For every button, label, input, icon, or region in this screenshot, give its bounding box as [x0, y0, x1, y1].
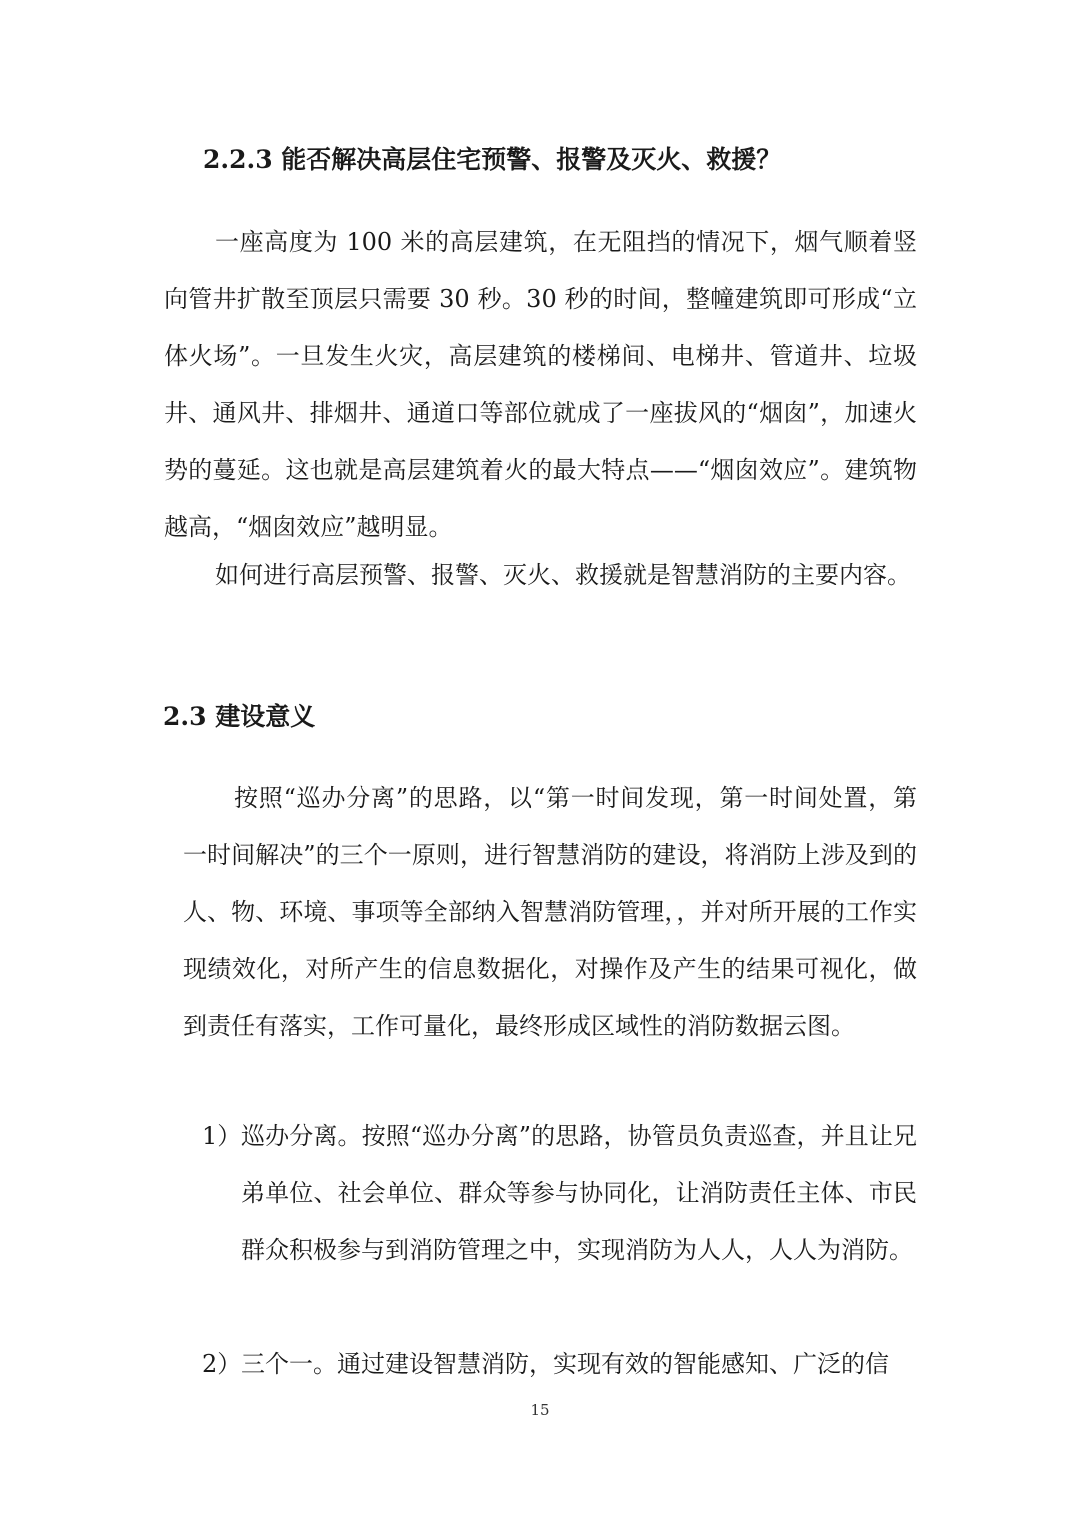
paragraph-smart-fire-content: 如何进行高层预警、报警、灭火、救援就是智慧消防的主要内容。 [215, 561, 911, 589]
list-item-2 [202, 1336, 917, 1393]
page-number: 15 [530, 1401, 550, 1419]
list-item-1 [202, 1108, 917, 1336]
section-heading-2-3: 2.3 建设意义 [163, 702, 316, 731]
list-item-text: 三个一。通过建设智慧消防，实现有效的智能感知、广泛的信 [241, 1350, 889, 1378]
list-item-number: 2） [202, 1350, 242, 1378]
list-item-text: 巡办分离。按照“巡办分离”的思路，协管员负责巡查，并且让兄弟单位、社会单位、群众等参与协同化，让消防责任主体、市民群众积极参与到消防管理之中，实现消防为人人，人人为消防。 [241, 1122, 917, 1264]
paragraph-chimney-effect: 一座高度为 100 米的高层建筑，在无阻挡的情况下，烟气顺着竖向管井扩散至顶层只需要 30 秒。30 秒的时间，整幢建筑即可形成“立体火场”。一旦发生火灾，高层建筑的楼梯间、电梯井、管道井、垃圾井、通风井、排烟井、通道口等部位就成了一座拔风的“烟囱”，加速火势的蔓延。这也就是高层建筑着火的最大特点——“烟囱效应”。建筑物越高，“烟囱效应”越明显。 [164, 228, 917, 541]
section-heading-2-2-3: 2.2.3 能否解决高层住宅预警、报警及灭火、救援？ [203, 145, 782, 174]
paragraph-construction-significance: 按照“巡办分离”的思路，以“第一时间发现，第一时间处置，第一时间解决”的三个一原则，进行智慧消防的建设，将消防上涉及到的人、物、环境、事项等全部纳入智慧消防管理，，并对所开展的工作实现绩效化，对所产生的信息数据化，对操作及产生的结果可视化，做到责任有落实，工作可量化，最终形成区域性的消防数据云图。 [183, 784, 917, 1040]
list-item-number: 1） [202, 1122, 242, 1150]
